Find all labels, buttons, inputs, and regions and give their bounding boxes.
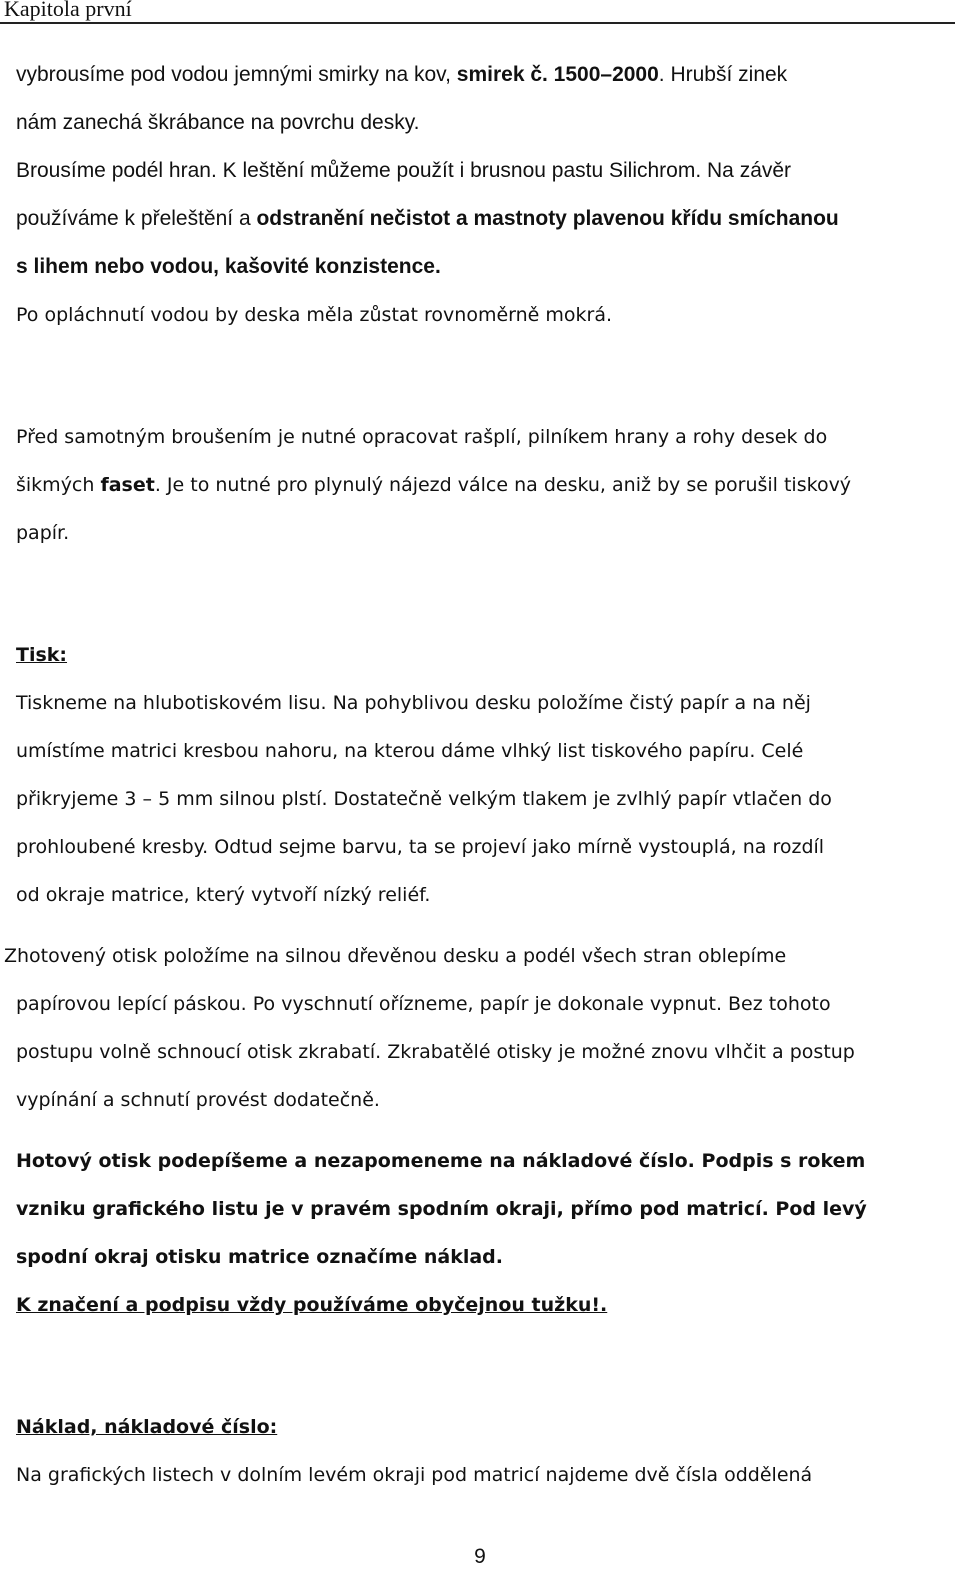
paragraph-line: [16, 206, 839, 232]
heading-text: Tisk:: [16, 644, 68, 666]
paragraph-line: [16, 62, 787, 88]
text-run: Po opláchnutí vodou by deska měla zůstat rovnoměrně mokrá.: [16, 304, 613, 326]
paragraph-line: [4, 943, 786, 969]
text-run: vypínání a schnutí provést dodatečně.: [16, 1089, 380, 1111]
paragraph-line: [16, 882, 430, 908]
text-run: papírovou lepící páskou. Po vyschnutí ořízneme, papír je dokonale vypnut. Bez tohoto: [16, 993, 831, 1015]
paragraph-line: [16, 1148, 865, 1174]
text-run: . Hrubší zinek: [658, 63, 788, 86]
paragraph-line: [16, 520, 69, 546]
chapter-title: Kapitola první: [4, 0, 132, 21]
text-run: Zhotovený otisk položíme na silnou dřevěnou desku a podél všech stran oblepíme: [4, 945, 787, 967]
paragraph-line: [16, 1039, 855, 1065]
text-run: vybrousíme pod vodou jemnými smirky na kov,: [16, 63, 457, 86]
paragraph-line: [16, 786, 832, 812]
paragraph-line: [16, 991, 831, 1017]
paragraph-line: [16, 302, 612, 328]
text-run: . Je to nutné pro plynulý nájezd válce na desku, aniž by se porušil tiskový: [154, 474, 852, 496]
paragraph-line: [16, 1292, 607, 1318]
paragraph-line: [16, 1462, 812, 1488]
text-run: prohloubené kresby. Odtud sejme barvu, ta se projeví jako mírně vystouplá, na rozdíl: [16, 836, 825, 858]
bold-text-run: smirek č. 1500–2000: [456, 63, 659, 86]
text-run: nám zanechá škrábance na povrchu desky.: [16, 111, 420, 134]
text-run: používáme k přeleštění a: [16, 207, 257, 230]
paragraph-line: [16, 1196, 867, 1222]
section-heading-tisk: [16, 642, 67, 668]
paragraph-line: [16, 424, 827, 450]
text-run: papír.: [16, 522, 70, 544]
heading-text: Náklad, nákladové číslo:: [16, 1416, 278, 1438]
text-run: umístíme matrici kresbou nahoru, na kterou dáme vlhký list tiskového papíru. Celé: [16, 740, 804, 762]
paragraph-line: [16, 690, 811, 716]
page-number: 9: [474, 1545, 486, 1568]
chapter-header: [0, 0, 955, 24]
paragraph-line: [16, 1244, 503, 1270]
bold-text-run: Hotový otisk podepíšeme a nezapomeneme na nákladové číslo. Podpis s rokem: [16, 1150, 866, 1172]
text-run: přikryjeme 3 – 5 mm silnou plstí. Dostatečně velkým tlakem je zvlhlý papír vtlačen do: [16, 788, 832, 810]
bold-text-run: vzniku grafického listu je v pravém spodním okraji, přímo pod matricí. Pod levý: [16, 1198, 867, 1220]
text-run: Na grafických listech v dolním levém okraji pod matricí najdeme dvě čísla oddělená: [16, 1464, 813, 1486]
paragraph-line: [16, 1087, 380, 1113]
text-run: Před samotným broušením je nutné opracovat rašplí, pilníkem hrany a rohy desek do: [16, 426, 828, 448]
bold-text-run: faset: [100, 474, 155, 496]
paragraph-line: [16, 110, 420, 136]
bold-text-run: spodní okraj otisku matrice označíme náklad.: [16, 1246, 503, 1268]
paragraph-line: [16, 158, 791, 184]
text-run: šikmých: [16, 474, 101, 496]
text-run: Tiskneme na hlubotiskovém lisu. Na pohyblivou desku položíme čistý papír a na něj: [16, 692, 811, 714]
bold-underlined-text-run: K značení a podpisu vždy používáme obyčejnou tužku!.: [16, 1294, 608, 1316]
paragraph-line: [16, 472, 851, 498]
section-heading-naklad: [16, 1414, 277, 1440]
paragraph-line: [16, 254, 441, 280]
paragraph-line: [16, 834, 824, 860]
bold-text-run: s lihem nebo vodou, kašovité konzistence.: [16, 255, 441, 278]
text-run: Brousíme podél hran. K leštění můžeme použít i brusnou pastu Silichrom. Na závěr: [16, 159, 792, 182]
text-run: od okraje matrice, který vytvoří nízký reliéf.: [16, 884, 431, 906]
paragraph-line: [16, 738, 803, 764]
text-run: postupu volně schnoucí otisk zkrabatí. Zkrabatělé otisky je možné znovu vlhčit a postup: [16, 1041, 855, 1063]
bold-text-run: odstranění nečistot a mastnoty plavenou křídu smíchanou: [256, 207, 839, 230]
